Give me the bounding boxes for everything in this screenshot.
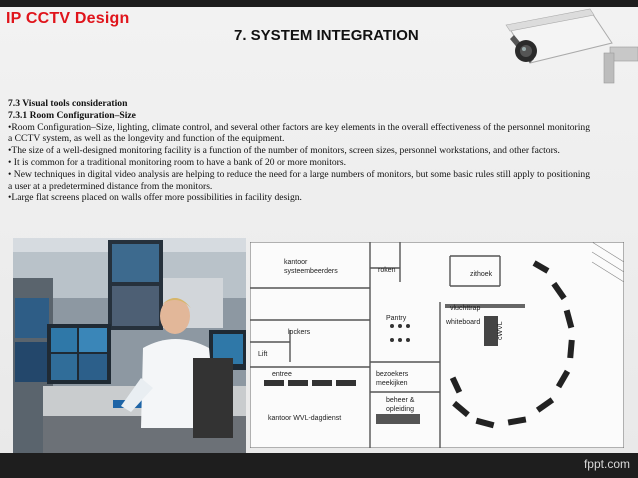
control-room-photo — [13, 238, 246, 454]
plan-label: vluchttrap — [450, 305, 481, 312]
top-bar — [0, 0, 638, 7]
paragraph: • New techniques in digital video analysis are helping to reduce the need for a large numbers of monitors, but some basic rules still apply to positioning a user at a predetermined distance from the monitors. — [8, 168, 590, 192]
footer-bar — [0, 453, 638, 478]
plan-label: cWVL — [497, 321, 504, 340]
plan-label: Pantry — [386, 315, 407, 322]
plan-label: beheer & — [386, 397, 415, 404]
cctv-camera-icon — [500, 7, 638, 93]
plan-label: roken — [378, 267, 396, 274]
plan-label: whiteboard — [446, 319, 481, 326]
paragraph: •Large flat screens placed on walls offer more possibilities in facility design. — [8, 192, 302, 204]
slide — [0, 7, 638, 453]
section-heading: 7.3 Visual tools consideration — [8, 98, 128, 109]
plan-label: systeembeerders — [284, 268, 338, 275]
plan-label: Lift — [258, 351, 268, 358]
paragraph: • It is common for a traditional monitoring room to have a bank of 20 or more monitors. — [8, 156, 347, 168]
brand-title: IP CCTV Design — [6, 10, 130, 27]
paragraph: •The size of a well-designed monitoring facility is a function of the number of monitors, screen sizes, personnel workstations, and other factors. — [8, 145, 560, 157]
plan-label: entree — [272, 371, 292, 378]
body-text — [8, 98, 590, 204]
plan-label: zithoek — [470, 271, 493, 278]
plan-label: kantoor — [284, 259, 308, 266]
floor-plan-diagram — [250, 242, 624, 448]
slide-title: 7. SYSTEM INTEGRATION — [234, 27, 419, 44]
footer-brand: fppt.com — [583, 457, 630, 471]
plan-label: meekijken — [376, 380, 408, 387]
plan-label: bezoekers — [376, 371, 409, 378]
subsection-heading: 7.3.1 Room Configuration–Size — [8, 109, 136, 121]
plan-label: opleiding — [386, 406, 415, 413]
plan-label: kantoor WVL-dagdienst — [268, 415, 342, 422]
plan-label: lockers — [288, 329, 311, 336]
paragraph: •Room Configuration–Size, lighting, climate control, and several other factors are key elements in the overall effectiveness of the personnel monitoring a CCTV system, as well as the longevity and function of the equipment. — [8, 121, 590, 145]
